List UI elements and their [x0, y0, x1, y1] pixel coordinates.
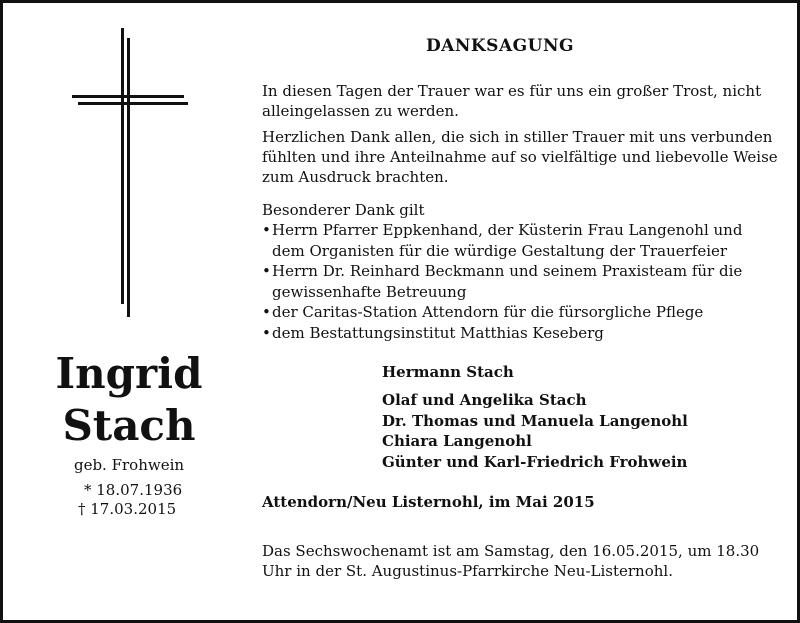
deceased-last-name: Stach: [62, 401, 196, 450]
notice-paragraph-2: Herzlichen Dank allen, die sich in stiller Trauer mit uns verbunden fühlten und ihre Anteilnahme auf so vielfältige und liebevolle Weise zum Ausdruck brachten.: [262, 128, 778, 186]
thanks-list: [262, 220, 782, 343]
signer-name: Olaf und Angelika Stach: [382, 391, 587, 409]
birth-date: * 18.07.1936: [84, 481, 183, 499]
death-date: † 17.03.2015: [78, 500, 177, 518]
list-item: • Herrn Pfarrer Eppkenhand, der Küsterin Frau Langenohl und dem Organisten für die würdige Gestaltung der Trauerfeier: [262, 220, 782, 261]
notice-title: DANKSAGUNG: [425, 36, 575, 56]
deceased-maiden-name: geb. Frohwein: [73, 456, 185, 474]
list-item: • Herrn Dr. Reinhard Beckmann und seinem Praxisteam für die gewissenhafte Betreuung: [262, 261, 782, 302]
signer-main: Hermann Stach: [382, 363, 514, 381]
cross-vertical-bar-1: [121, 28, 124, 304]
cross-horizontal-bar-1: [72, 95, 184, 98]
notice-paragraph-1: In diesen Tagen der Trauer war es für uns ein großer Trost, nicht alleingelassen zu werden.: [262, 82, 762, 120]
list-item: • dem Bestattungsinstitut Matthias Keseberg: [262, 323, 782, 344]
signer-name: Dr. Thomas und Manuela Langenohl: [382, 411, 688, 430]
cross-horizontal-bar-2: [78, 102, 188, 105]
deceased-first-name: Ingrid: [55, 349, 203, 398]
list-item: • der Caritas-Station Attendorn für die fürsorgliche Pflege: [262, 302, 782, 323]
mass-notice: Das Sechswochenamt ist am Samstag, den 16.05.2015, um 18.30 Uhr in der St. Augustinus-Pfarrkirche Neu-Listernohl.: [262, 542, 760, 580]
thanks-intro: Besonderer Dank gilt: [262, 201, 425, 219]
signer-list: [382, 390, 688, 472]
signer-name: Chiara Langenohl: [382, 432, 532, 450]
place-and-date: Attendorn/Neu Listernohl, im Mai 2015: [262, 493, 595, 511]
signer-name: Günter und Karl-Friedrich Frohwein: [382, 452, 688, 471]
cross-vertical-bar-2: [127, 38, 130, 317]
